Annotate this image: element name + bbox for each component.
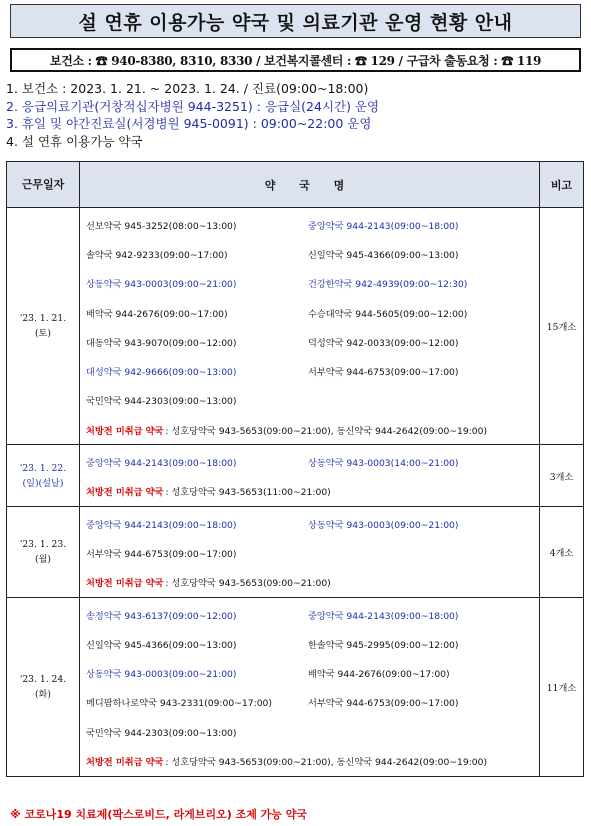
pharmacy-row — [86, 239, 539, 268]
pharmacy-entry: 수승대약국 944-5605(09:00~12:00) — [308, 308, 468, 320]
non-prescription-label: 처방전 미취급 약국 — [86, 578, 164, 590]
info-line-3: 3. 휴일 및 야간진료실(서경병원 945-0091) : 09:00~22:00 운영 — [6, 116, 372, 131]
pharmacy-entry: 중앙약국 944-2143(09:00~18:00) — [308, 220, 459, 232]
header-note: 비고 — [540, 162, 584, 208]
footer-note: ※ 코로나19 치료제(팍스로비드, 라게브리오) 조제 가능 약국 — [10, 808, 307, 821]
pharmacy-entry: 신일약국 945-4366(09:00~13:00) — [86, 639, 237, 651]
pharmacy-row — [86, 210, 539, 239]
pharmacy-row — [86, 629, 539, 658]
pharmacy-list-cell — [80, 208, 540, 445]
pharmacy-entry: 송정약국 943-6137(09:00~12:00) — [86, 610, 237, 622]
pharmacy-entry: 서부약국 944-6753(09:00~17:00) — [308, 367, 459, 379]
non-prescription-label: 처방전 미취급 약국 — [86, 487, 164, 499]
pharmacy-entry: 덕성약국 942-0033(09:00~12:00) — [308, 337, 459, 349]
pharmacy-entry: 배약국 944-2676(09:00~17:00) — [86, 308, 228, 320]
pharmacy-row — [86, 269, 539, 298]
pharmacy-entry: 건강한약국 942-4939(09:00~12:30) — [308, 279, 468, 291]
non-prescription-text: : 성호당약국 943-5653(09:00~21:00) — [165, 578, 331, 590]
title-banner — [10, 4, 581, 38]
pharmacy-entry: 한솔약국 945-2995(09:00~12:00) — [308, 639, 459, 651]
contact-line: 보건소 : ☎ 940-8380, 8310, 8330 / 보건복지콜센터 : ☎ 129 / 구급차 출동요청 : ☎ 119 — [10, 48, 581, 72]
table-row — [7, 208, 584, 445]
note-cell: 4개소 — [540, 506, 584, 597]
pharmacy-entry: 서부약국 944-6753(09:00~17:00) — [86, 548, 237, 560]
pharmacy-row — [86, 688, 539, 717]
note-cell: 11개소 — [540, 597, 584, 776]
non-prescription-text: : 성호당약국 943-5653(09:00~21:00), 동신약국 944-2642(09:00~19:00) — [165, 756, 488, 768]
pharmacy-entry: 메디팜하나로약국 943-2331(09:00~17:00) — [86, 698, 272, 710]
table-row — [7, 445, 584, 507]
pharmacy-entry: 국민약국 944-2303(09:00~13:00) — [86, 396, 237, 408]
day-text: (월) — [34, 553, 52, 565]
pharmacy-row — [86, 447, 539, 476]
pharmacy-entry: 상동약국 943-0003(09:00~21:00) — [308, 519, 459, 531]
date-text: '23. 1. 22. — [19, 462, 67, 474]
pharmacy-row — [86, 386, 539, 415]
info-line-4: 4. 설 연휴 이용가능 약국 — [6, 133, 143, 149]
pharmacy-list-cell — [80, 597, 540, 776]
pharmacy-row — [86, 356, 539, 385]
date-cell — [7, 445, 80, 507]
non-prescription-label: 처방전 미취급 약국 — [86, 425, 164, 437]
date-text: '23. 1. 21. — [19, 313, 67, 325]
day-text: (토) — [34, 328, 52, 340]
pharmacy-entry: 상동약국 943-0003(14:00~21:00) — [308, 458, 459, 470]
pharmacy-entry: 서부약국 944-6753(09:00~17:00) — [308, 698, 459, 710]
pharmacy-entry: 대동약국 943-9070(09:00~12:00) — [86, 337, 237, 349]
non-prescription-row — [86, 415, 539, 444]
non-prescription-label: 처방전 미취급 약국 — [86, 756, 164, 768]
pharmacy-entry: 상동약국 943-0003(09:00~21:00) — [86, 279, 237, 291]
date-text: '23. 1. 23. — [19, 538, 67, 550]
pharmacy-row — [86, 298, 539, 327]
pharmacy-entry: 국민약국 944-2303(09:00~13:00) — [86, 727, 237, 739]
pharmacy-entry: 중앙약국 944-2143(09:00~18:00) — [308, 610, 459, 622]
table-row — [7, 506, 584, 597]
pharmacy-entry: 배약국 944-2676(09:00~17:00) — [308, 669, 450, 681]
non-prescription-text: : 성호당약국 943-5653(11:00~21:00) — [165, 487, 331, 499]
day-text: (화) — [34, 688, 52, 700]
note-cell: 3개소 — [540, 445, 584, 507]
pharmacy-entry: 중앙약국 944-2143(09:00~18:00) — [86, 519, 237, 531]
non-prescription-row — [86, 477, 539, 506]
pharmacy-row — [86, 509, 539, 538]
page-title: 설 연휴 이용가능 약국 및 의료기관 운영 현황 안내 — [78, 11, 513, 34]
non-prescription-row — [86, 568, 539, 597]
pharmacy-row — [86, 538, 539, 567]
pharmacy-entry: 중앙약국 944-2143(09:00~18:00) — [86, 458, 237, 470]
info-line-2: 2. 응급의료기관(거창적십자병원 944-3251) : 응급실(24시간) 운영 — [6, 98, 380, 114]
date-text: '23. 1. 24. — [19, 673, 67, 685]
pharmacy-entry: 상동약국 943-0003(09:00~21:00) — [86, 669, 237, 681]
pharmacy-entry: 솔약국 942-9233(09:00~17:00) — [86, 249, 228, 261]
non-prescription-text: : 성호당약국 943-5653(09:00~21:00), 동신약국 944-2642(09:00~19:00) — [165, 425, 488, 437]
info-line-1: 1. 보건소 : 2023. 1. 21. ~ 2023. 1. 24. / 진료(09:00~18:00) — [6, 81, 369, 96]
non-prescription-row — [86, 746, 539, 775]
pharmacy-row — [86, 327, 539, 356]
table-header-row — [7, 162, 584, 208]
pharmacy-schedule-table — [6, 161, 584, 777]
pharmacy-entry: 신일약국 945-4366(09:00~13:00) — [308, 249, 459, 261]
date-cell — [7, 597, 80, 776]
note-cell: 15개소 — [540, 208, 584, 445]
date-cell — [7, 506, 80, 597]
header-date: 근무일자 — [7, 162, 80, 208]
date-cell — [7, 208, 80, 445]
pharmacy-row — [86, 658, 539, 687]
pharmacy-row — [86, 600, 539, 629]
info-list — [6, 80, 581, 150]
pharmacy-list-cell — [80, 445, 540, 507]
pharmacy-row — [86, 717, 539, 746]
pharmacy-entry: 대성약국 942-9666(09:00~13:00) — [86, 367, 237, 379]
day-text: (일)(설날) — [22, 477, 64, 489]
header-pharmacy: 약 국 명 — [80, 162, 540, 208]
table-row — [7, 597, 584, 776]
pharmacy-list-cell — [80, 506, 540, 597]
pharmacy-entry: 선보약국 945-3252(08:00~13:00) — [86, 220, 237, 232]
